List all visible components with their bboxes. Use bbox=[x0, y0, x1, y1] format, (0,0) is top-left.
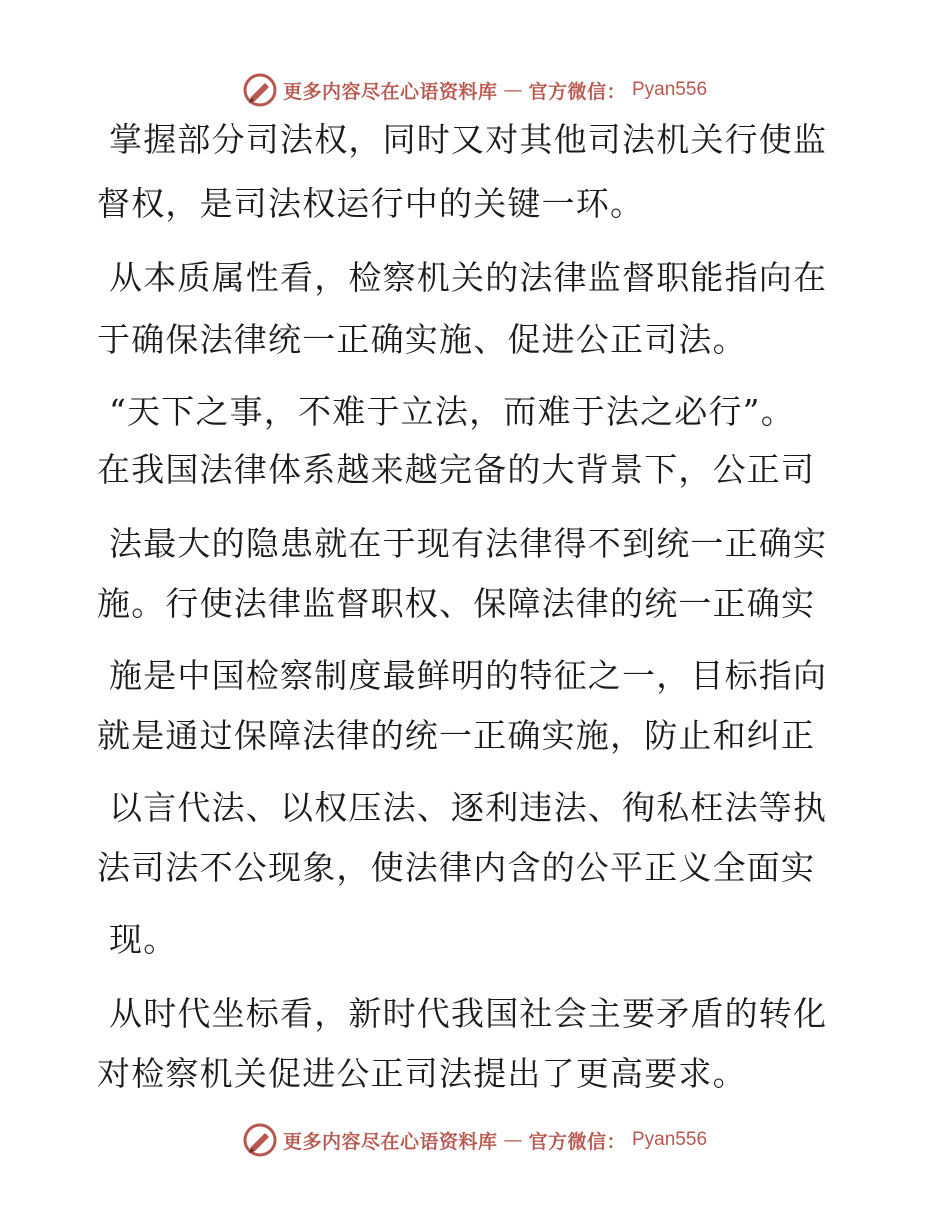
header-watermark bbox=[0, 70, 950, 110]
watermark-separator: — bbox=[503, 79, 523, 101]
text-line: 就是通过保障法律的统一正确实施，防止和纠正 bbox=[97, 716, 816, 755]
text-line: 施。行使法律监督职权、保障法律的统一正确实 bbox=[97, 584, 816, 623]
text-line: 现。 bbox=[109, 920, 178, 959]
text-line: 法司法不公现象，使法律内含的公平正义全面实 bbox=[97, 848, 816, 887]
text-line: 从本质属性看，检察机关的法律监督职能指向在 bbox=[109, 258, 828, 297]
watermark-text: 更多内容尽在心语资料库 bbox=[282, 80, 498, 103]
footer-watermark bbox=[0, 1120, 950, 1160]
watermark-label: 官方微信： bbox=[528, 80, 626, 103]
text-line: 对检察机关促进公正司法提出了更高要求。 bbox=[97, 1054, 747, 1093]
watermark-text: 更多内容尽在心语资料库 bbox=[282, 1130, 498, 1153]
pen-logo-icon bbox=[243, 73, 277, 107]
text-line: “天下之事，不难于立法，而难于法之必行”。 bbox=[109, 392, 795, 431]
text-line: 掌握部分司法权，同时又对其他司法机关行使监 bbox=[109, 120, 828, 159]
text-line: 于确保法律统一正确实施、促进公正司法。 bbox=[97, 320, 747, 359]
watermark-separator: — bbox=[503, 1129, 523, 1151]
text-line: 法最大的隐患就在于现有法律得不到统一正确实 bbox=[109, 524, 828, 563]
pen-logo-icon bbox=[243, 1123, 277, 1157]
text-line: 从时代坐标看，新时代我国社会主要矛盾的转化 bbox=[109, 994, 828, 1033]
watermark-label: 官方微信： bbox=[528, 1130, 626, 1153]
text-line: 督权，是司法权运行中的关键一环。 bbox=[97, 184, 645, 223]
watermark-wechat-id: Pyan556 bbox=[632, 79, 708, 100]
text-line: 施是中国检察制度最鲜明的特征之一，目标指向 bbox=[109, 656, 828, 695]
text-line: 以言代法、以权压法、逐利违法、徇私枉法等执 bbox=[109, 788, 828, 827]
watermark-wechat-id: Pyan556 bbox=[632, 1129, 708, 1150]
text-line: 在我国法律体系越来越完备的大背景下，公正司 bbox=[97, 450, 816, 489]
